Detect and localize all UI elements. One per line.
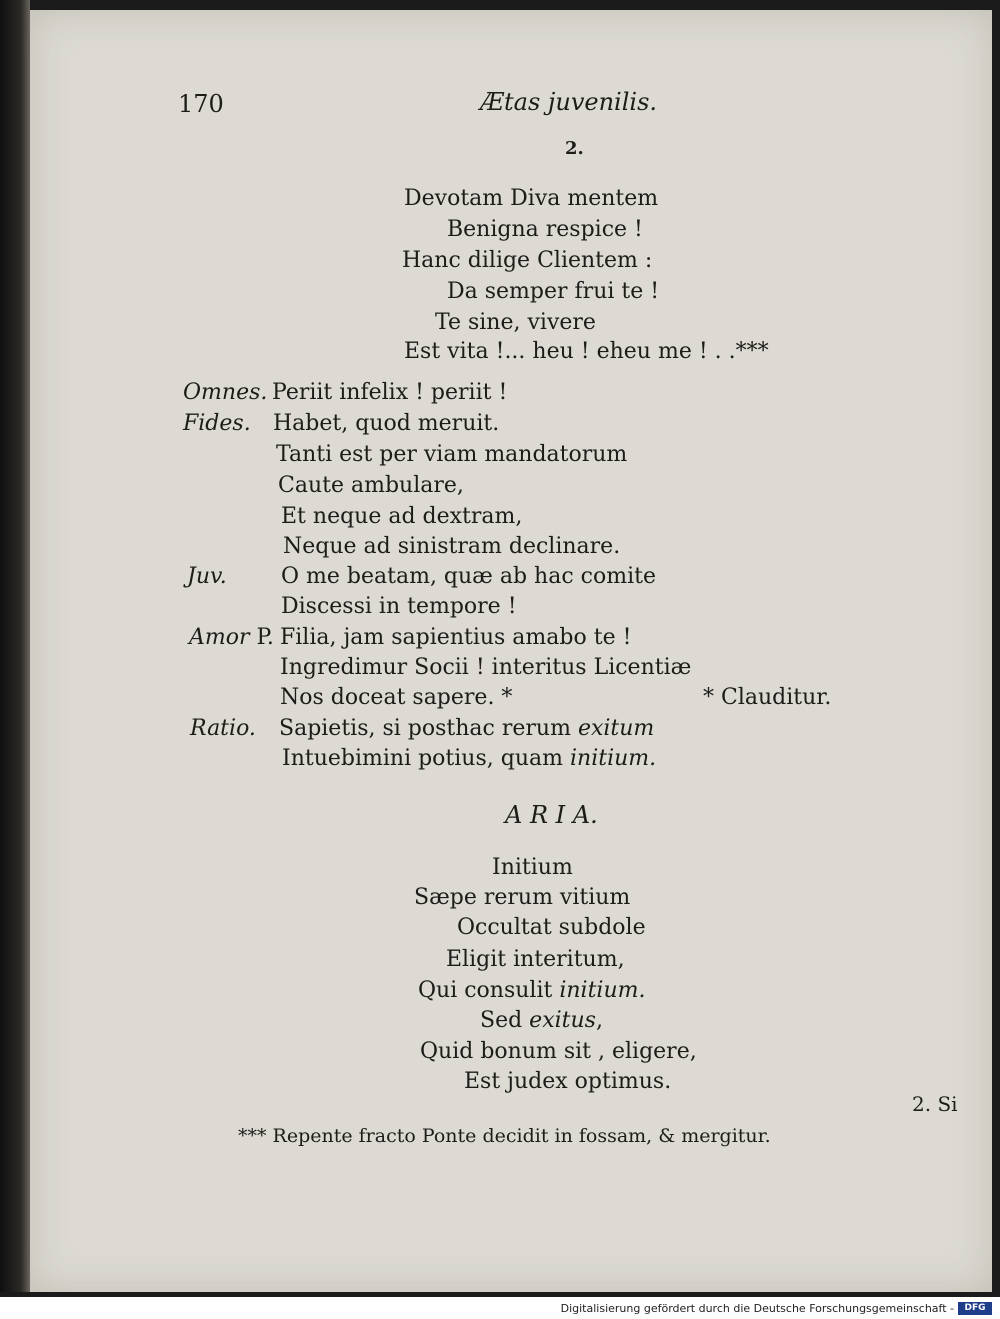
footer-credit: Digitalisierung gefördert durch die Deutsche Forschungsgemeinschaft - [560, 1302, 954, 1315]
dialogue-line [282, 748, 656, 770]
aria-line [480, 1010, 603, 1032]
dfg-logo: DFG [958, 1302, 992, 1315]
aria-text: Sed [480, 1008, 530, 1033]
dialogue-line: Tanti est per viam mandatorum [276, 442, 628, 467]
aria-line: Initium [492, 855, 573, 880]
aria-text: , [595, 1008, 603, 1033]
aria-line: Sæpe rerum vitium [414, 885, 631, 910]
aria-emphasis: initium. [559, 978, 646, 1003]
dialogue-line: Nos doceat sapere. * [280, 685, 513, 710]
section-number: 2. [565, 138, 584, 159]
verse-line: Benigna respice ! [447, 217, 643, 242]
ratio-text: Intuebimini potius, quam [282, 746, 570, 771]
speaker-amor [189, 627, 274, 649]
dialogue-line: Neque ad sinistram declinare. [283, 534, 621, 559]
ratio-emphasis: exitum [577, 716, 655, 741]
aria-line [418, 980, 646, 1002]
scan-left-edge [0, 0, 30, 1292]
aria-line: Eligit interitum, [446, 947, 625, 972]
dialogue-line: Filia, jam sapientius amabo te ! [280, 625, 632, 650]
verse-line: Est vita !... heu ! eheu me ! . .*** [404, 339, 769, 364]
verse-line: Devotam Diva mentem [404, 186, 659, 211]
aria-text: Qui consulit [418, 978, 560, 1003]
page-number: 170 [178, 90, 224, 118]
dialogue-line: O me beatam, quæ ab hac comite [281, 564, 656, 589]
dialogue-line: Ingredimur Socii ! interitus Licentiæ [280, 655, 692, 680]
dialogue-line: Caute ambulare, [278, 473, 464, 498]
speaker-omnes: Omnes. [183, 380, 268, 405]
dialogue-line: Discessi in tempore ! [281, 594, 517, 619]
aria-emphasis: exitus [529, 1008, 596, 1033]
footnote: *** Repente fracto Ponte decidit in fossam, & mergitur. [238, 1125, 771, 1147]
speaker-fides: Fides. [183, 411, 251, 436]
dialogue-line: Et neque ad dextram, [281, 504, 523, 529]
aria-line: Quid bonum sit , eligere, [420, 1039, 697, 1064]
catchword: 2. Si [912, 1092, 958, 1116]
dialogue-line [279, 718, 654, 740]
aria-heading: A R I A. [505, 801, 598, 829]
speaker-amor-suffix: P. [256, 625, 274, 650]
aria-line: Est judex optimus. [464, 1069, 672, 1094]
speaker-juv: Juv. [187, 564, 227, 589]
verse-line: Da semper frui te ! [447, 279, 660, 304]
aria-line: Occultat subdole [457, 915, 646, 940]
ratio-text: Sapietis, si posthac rerum [279, 716, 578, 741]
running-title: Ætas juvenilis. [480, 88, 658, 116]
dialogue-line: Habet, quod meruit. [273, 411, 500, 436]
ratio-emphasis: initium. [569, 746, 657, 771]
speaker-ratio: Ratio. [190, 716, 256, 741]
dialogue-line: Periit infelix ! periit ! [272, 380, 508, 405]
verse-line: Hanc dilige Clientem : [402, 248, 653, 273]
speaker-amor-name: Amor [189, 625, 250, 650]
stage-direction: * Clauditur. [703, 685, 832, 710]
verse-line: Te sine, vivere [435, 310, 596, 335]
